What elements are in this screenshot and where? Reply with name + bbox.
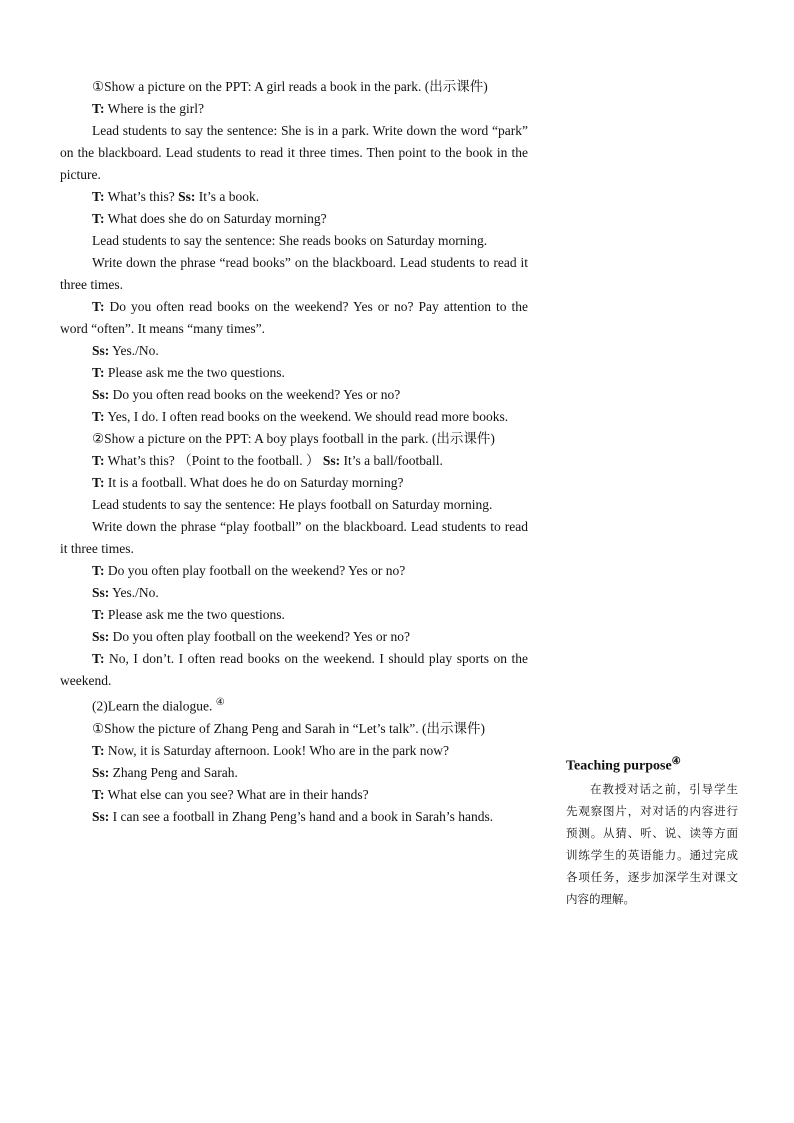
- speaker-label: T:: [92, 299, 105, 314]
- dialogue-line: Ss: Yes./No.: [92, 585, 159, 600]
- speaker-label: T:: [92, 409, 105, 424]
- dialogue-line: Ss: Do you often play football on the weekend? Yes or no?: [92, 629, 410, 644]
- paragraph: Write down the phrase “play football” on the blackboard. Lead students to read it three times.: [60, 519, 528, 556]
- paragraph: ②Show a picture on the PPT: A boy plays football in the park. (出示课件): [92, 431, 495, 446]
- dialogue-line: T: Please ask me the two questions.: [92, 607, 285, 622]
- speaker-label: T:: [92, 365, 105, 380]
- speaker-label: Ss:: [92, 343, 110, 358]
- speaker-label: T:: [92, 607, 105, 622]
- dialogue-line: T: It is a football. What does he do on Saturday morning?: [92, 475, 404, 490]
- dialogue-line: T: What’s this? Ss: It’s a book.: [92, 189, 260, 204]
- dialogue-line: T: What does she do on Saturday morning?: [92, 211, 327, 226]
- speaker-label: T:: [92, 475, 105, 490]
- section-heading: (2)Learn the dialogue. ④: [92, 697, 225, 714]
- dialogue-line: T: No, I don’t. I often read books on the weekend. I should play sports on the weekend.: [60, 651, 529, 688]
- dialogue-line: Ss: Do you often read books on the weekend? Yes or no?: [92, 387, 401, 402]
- paragraph: Write down the phrase “read books” on the blackboard. Lead students to read it three times.: [60, 255, 528, 292]
- speaker-label: T:: [92, 211, 105, 226]
- dialogue-line: T: Do you often read books on the weekend? Yes or no? Pay attention to the word “often”. It means “many times”.: [60, 299, 528, 336]
- speaker-label: T:: [92, 453, 105, 468]
- speaker-label: T:: [92, 651, 105, 666]
- speaker-label: Ss:: [92, 585, 110, 600]
- speaker-label: T:: [92, 101, 105, 116]
- paragraph: ①Show a picture on the PPT: A girl reads a book in the park. (出示课件): [92, 79, 488, 94]
- dialogue-line: T: Yes, I do. I often read books on the weekend. We should read more books.: [92, 409, 509, 424]
- dialogue-line: Ss: Zhang Peng and Sarah.: [92, 764, 238, 780]
- teaching-purpose-title: Teaching purpose④: [566, 756, 681, 774]
- paragraph: Lead students to say the sentence: She reads books on Saturday morning.: [92, 233, 488, 248]
- speaker-label: T:: [92, 189, 105, 204]
- speaker-label: Ss:: [322, 453, 341, 468]
- speaker-label: Ss:: [92, 764, 110, 780]
- paragraph: ①Show the picture of Zhang Peng and Sarah in “Let’s talk”. (出示课件): [92, 720, 486, 736]
- dialogue-line: Ss: I can see a football in Zhang Peng’s hand and a book in Sarah’s hands.: [92, 808, 494, 824]
- dialogue-line: T: Please ask me the two questions.: [92, 365, 285, 380]
- speaker-label: T:: [92, 742, 105, 758]
- speaker-label: T:: [92, 563, 105, 578]
- speaker-label: Ss:: [92, 387, 110, 402]
- dialogue-line: Ss: Yes./No.: [92, 343, 159, 358]
- speaker-label: Ss:: [92, 629, 110, 644]
- dialogue-line: T: What’s this? （Point to the football. ） Ss: It’s a ball/football.: [92, 453, 443, 468]
- speaker-label: T:: [92, 786, 105, 802]
- teaching-purpose-note: [566, 751, 738, 910]
- dialogue-line: T: What else can you see? What are in their hands?: [92, 786, 369, 802]
- paragraph: Lead students to say the sentence: He plays football on Saturday morning.: [92, 497, 493, 512]
- dialogue-line: T: Now, it is Saturday afternoon. Look! Who are in the park now?: [92, 742, 450, 758]
- dialogue-line: T: Do you often play football on the weekend? Yes or no?: [92, 563, 406, 578]
- dialogue-line: T: Where is the girl?: [92, 101, 204, 116]
- teaching-purpose-text: 在教授对话之前，引导学生先观察图片，对对话的内容进行预测。从猜、听、说、读等方面训练学生的英语能力。通过完成各项任务，逐步加深学生对课文内容的理解。: [566, 781, 738, 906]
- lesson-body: [60, 76, 528, 828]
- speaker-label: Ss:: [92, 808, 110, 824]
- speaker-label: Ss:: [178, 189, 196, 204]
- paragraph: Lead students to say the sentence: She is in a park. Write down the word “park” on the blackboard. Lead students to read it three times. Then point to the book in the picture.: [60, 123, 528, 182]
